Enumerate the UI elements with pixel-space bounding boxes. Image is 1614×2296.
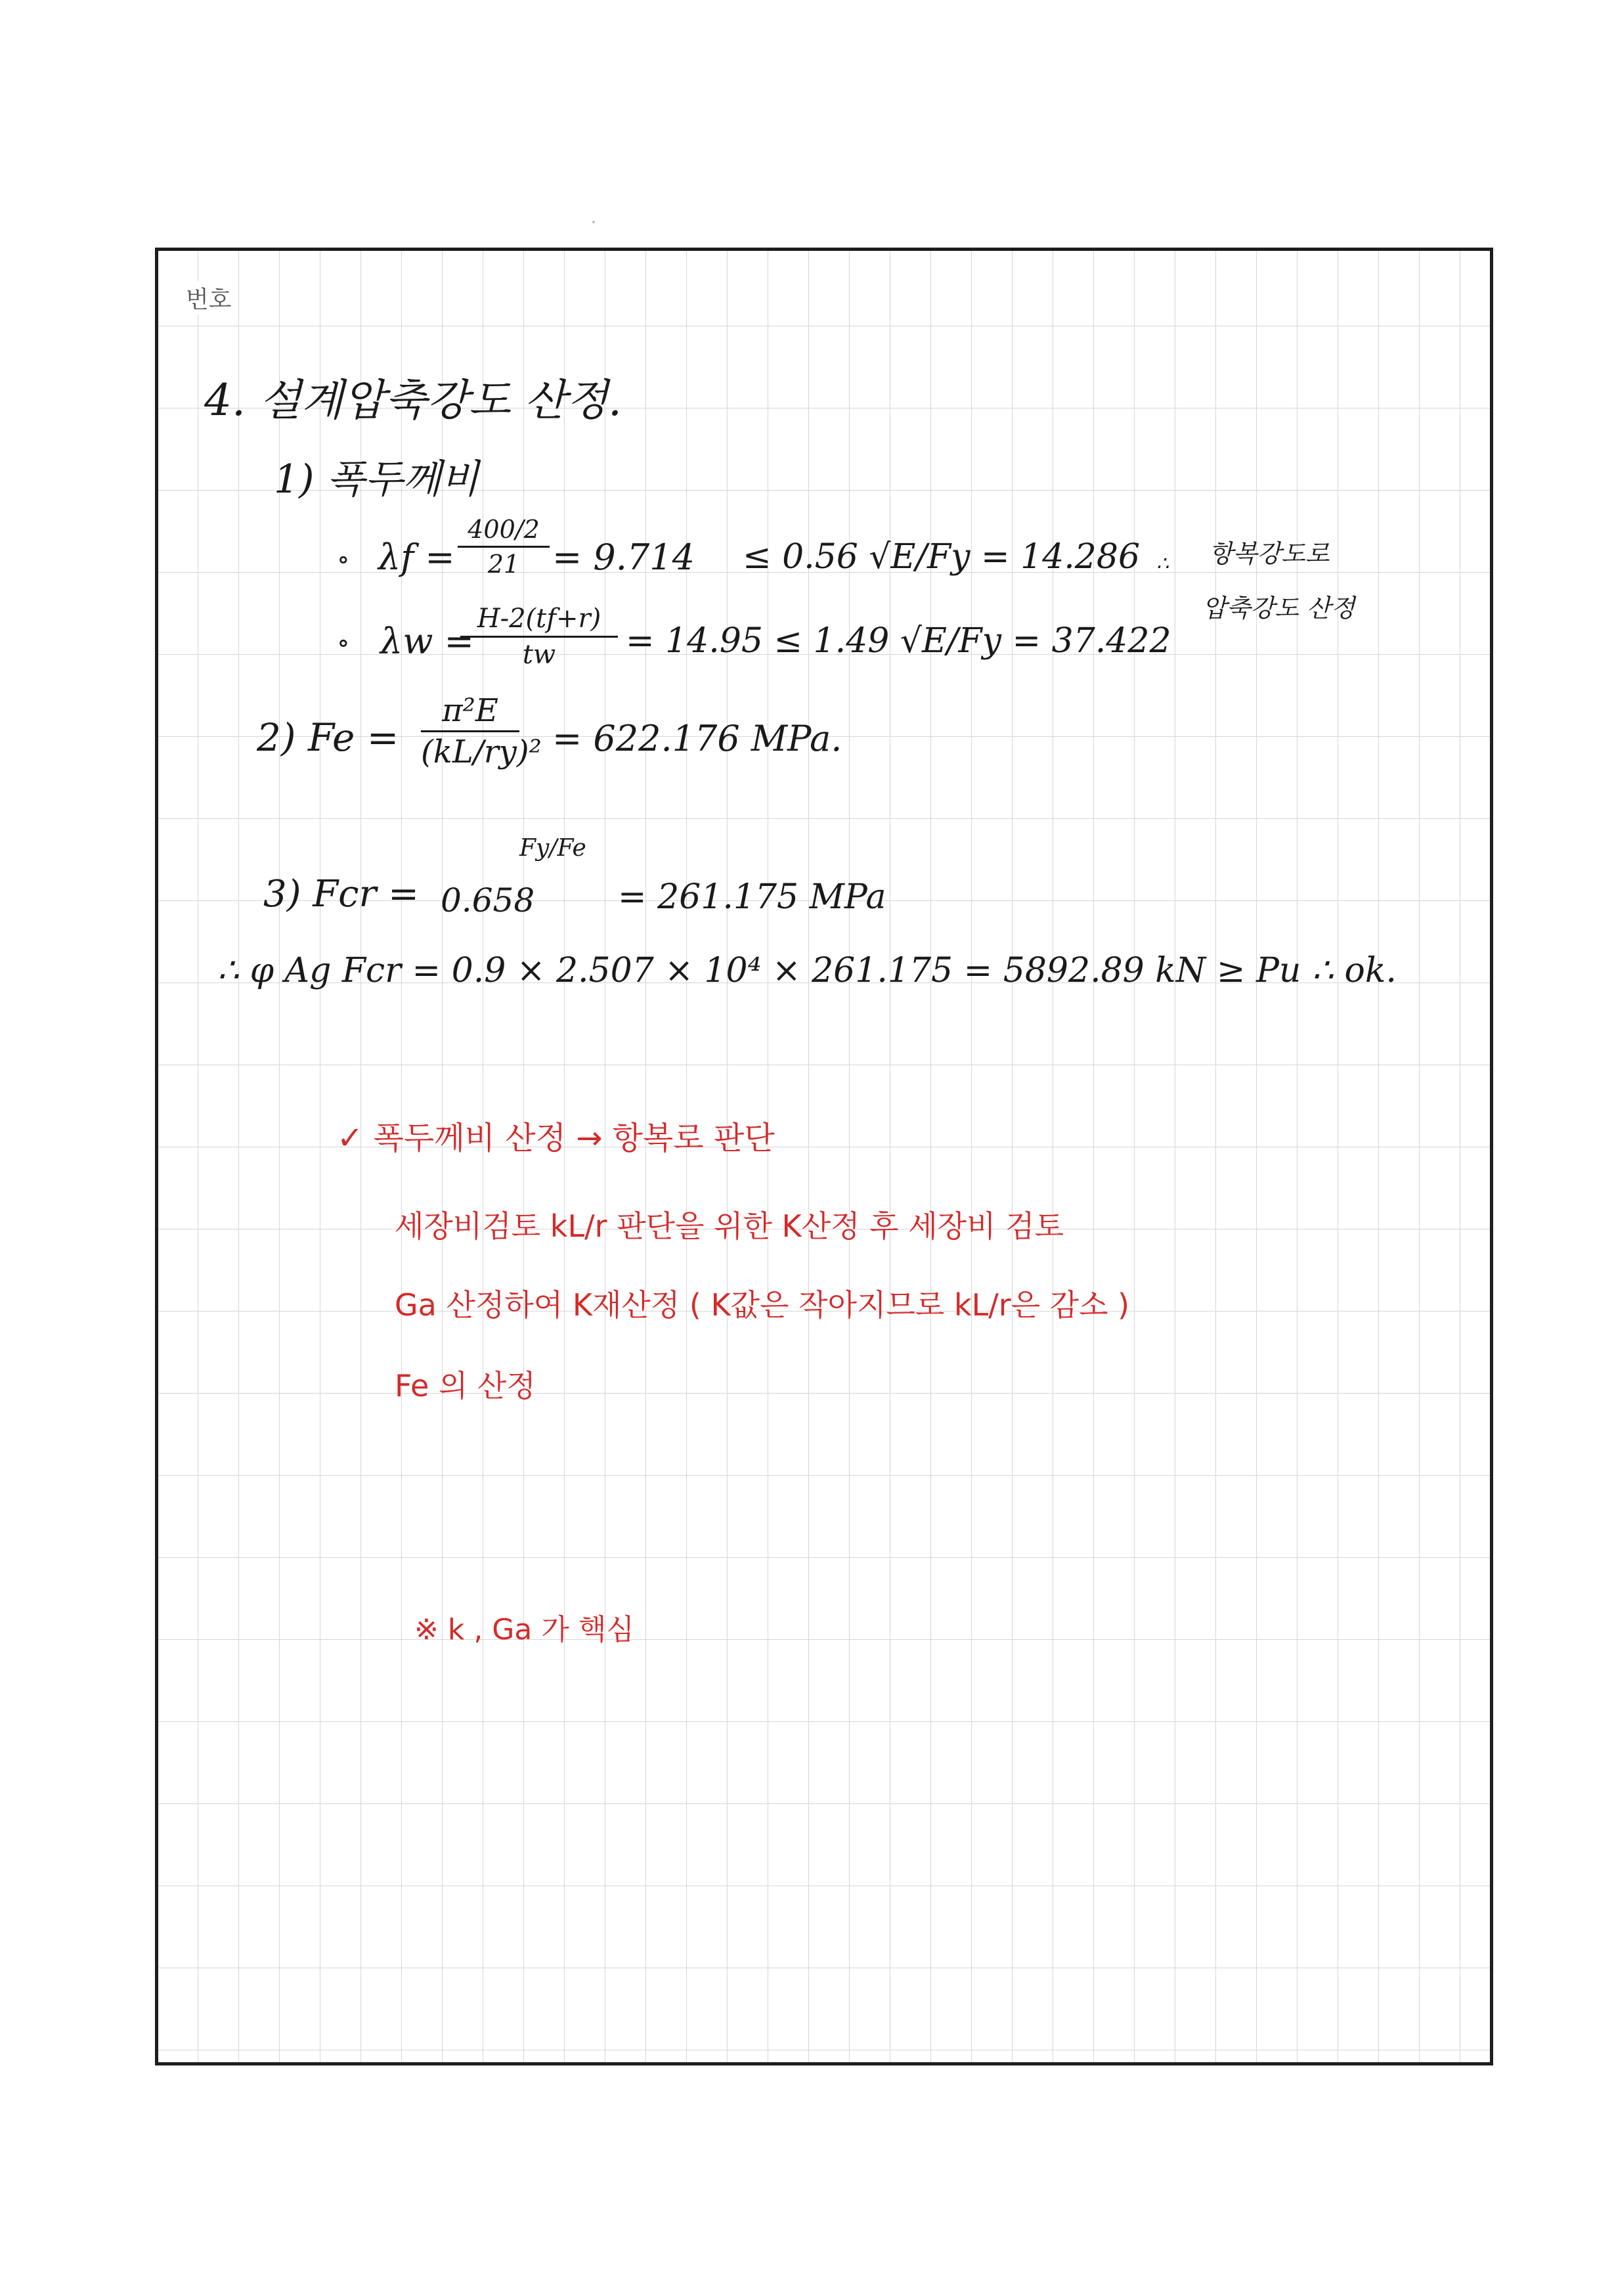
section-title: 4. 설계압축강도 산정.: [204, 375, 622, 426]
red-note-line2: 세장비검토 kL/r 판단을 위한 K산정 후 세장비 검토: [395, 1208, 1064, 1244]
strength-result: ∴ φ Ag Fcr = 0.9 × 2.507 × 10⁴ × 261.175 = 5892.89 kN ≥ Pu ∴ ok.: [217, 951, 1397, 990]
yield-note-line1: 항복강도로: [1209, 539, 1330, 568]
fe-value: = 622.176 MPa.: [552, 718, 842, 759]
lw-numerator: H-2(tf+r): [477, 604, 601, 634]
lf-fraction: [458, 517, 550, 577]
lw-fraction: [460, 606, 618, 668]
lf-check: ≤ 0.56 √E/Fy = 14.286: [743, 537, 1141, 577]
red-note-line3: Ga 산정하여 K재산정 ( K값은 작아지므로 kL/r은 감소 ): [395, 1287, 1130, 1323]
lw-bullet: ∘: [337, 628, 350, 658]
fe-denominator: (kL/ry)²: [421, 734, 542, 770]
step1-heading: 1) 폭두께비: [274, 456, 479, 502]
note-sheet: [155, 248, 1493, 2065]
fcr-value: = 261.175 MPa: [618, 877, 886, 917]
scan-dot: [592, 221, 595, 223]
lf-value: = 9.714: [552, 537, 695, 578]
lw-lhs: λw =: [380, 621, 474, 662]
lw-denominator: tw: [522, 640, 556, 670]
step3-label: 3) Fcr =: [263, 873, 419, 916]
yield-note-line2: 압축강도 산정: [1202, 594, 1355, 623]
sheet-number-label: 번호: [183, 281, 234, 315]
note-dots: ∴: [1156, 552, 1169, 575]
red-note-line1: ✓ 폭두께비 산정 → 항복로 판단: [337, 1120, 775, 1157]
lf-bullet: ∘: [337, 544, 350, 575]
lf-lhs: λf =: [378, 537, 455, 578]
red-note-key-point: ※ k , Ga 가 핵심: [414, 1613, 634, 1646]
lw-fraction-bar: [460, 636, 618, 638]
lf-denominator: 21: [487, 550, 520, 579]
fcr-exponent: Fy/Fe: [519, 835, 586, 862]
red-note-line4: Fe 의 산정: [395, 1368, 536, 1403]
fe-fraction: [421, 692, 542, 770]
fe-fraction-bar: [421, 730, 519, 732]
fcr-base: 0.658: [441, 881, 535, 919]
lf-fraction-bar: [458, 546, 550, 548]
fe-numerator: π²E: [442, 692, 498, 729]
lf-numerator: 400/2: [468, 515, 540, 544]
step2-label: 2) Fe =: [257, 715, 399, 760]
lw-value: = 14.95 ≤ 1.49 √E/Fy = 37.422: [626, 621, 1171, 661]
